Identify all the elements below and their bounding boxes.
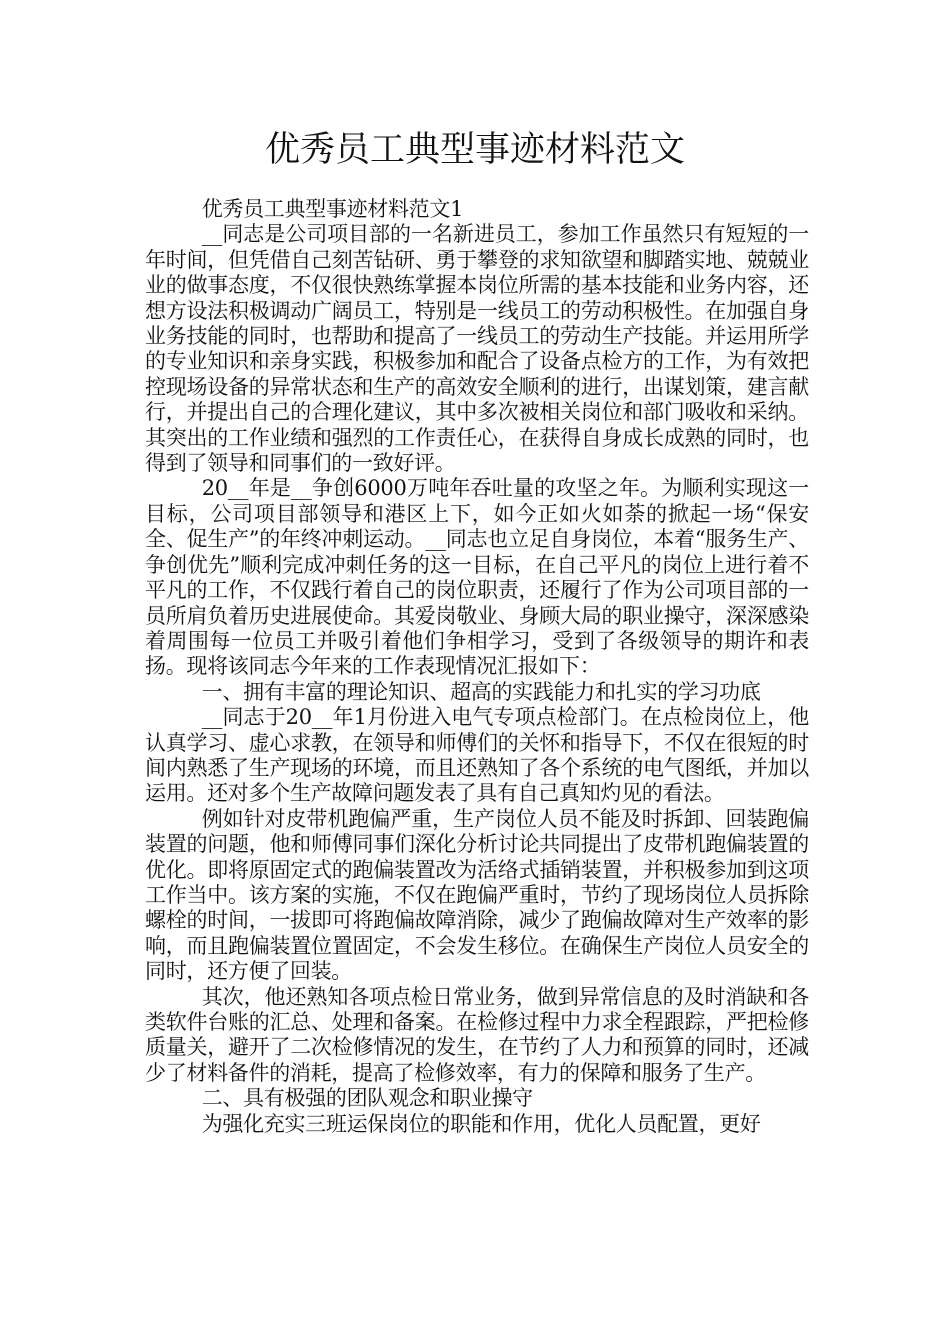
document-title: 优秀员工典型事迹材料范文 bbox=[264, 130, 685, 170]
paragraph-subtitle: 优秀员工典型事迹材料范文1 bbox=[201, 197, 464, 221]
paragraph: 其次，他还熟知各项点检日常业务，做到异常信息的及时消缺和各类软件台账的汇总、处理和备案。在检修过程中力求全程跟踪，严把检修质量关，避开了二次检修情况的发生，在节约了人力和预算的同时，还减少了材料备件的消耗，提高了检修效率，有力的保障和服务了生产。 bbox=[145, 984, 809, 1085]
paragraph: 例如针对皮带机跑偏严重，生产岗位人员不能及时拆卸、回装跑偏装置的问题，他和师傅同事们深化分析讨论共同提出了皮带机跑偏装置的优化。即将原固定式的跑偏装置改为活络式插销装置，并积极参加到这项工作当中。该方案的实施，不仅在跑偏严重时，节约了现场岗位人员拆除螺栓的时间，一拔即可将跑偏故障消除，减少了跑偏故障对生产效率的影响，而且跑偏装置位置固定，不会发生移位。在确保生产岗位人员安全的同时，还方便了回装。 bbox=[145, 806, 809, 984]
paragraph: __同志是公司项目部的一名新进员工，参加工作虽然只有短短的一年时间，但凭借自己刻苦钻研、勇于攀登的求知欲望和脚踏实地、兢兢业业的做事态度，不仅很快熟练掌握本岗位所需的基本技能和业务内容，还想方设法积极调动广阔员工，特别是一线员工的劳动积极性。在加强自身业务技能的同时，也帮助和提高了一线员工的劳动生产技能。并运用所学的专业知识和亲身实践，积极参加和配合了设备点检方的工作，为有效把控现场设备的异常状态和生产的高效安全顺利的进行，出谋划策，建言献行，并提出自己的合理化建议，其中多次被相关岗位和部门吸收和采纳。其突出的工作业绩和强烈的工作责任心，在获得自身成长成熟的同时，也得到了领导和同事们的一致好评。 bbox=[145, 222, 809, 476]
paragraph: __同志于20__年1月份进入电气专项点检部门。在点检岗位上，他认真学习、虚心求教，在领导和师傅们的关怀和指导下，不仅在很短的时间内熟悉了生产现场的环境，而且还熟知了各个系统的电气图纸，并加以运用。还对多个生产故障问题发表了具有自己真知灼见的看法。 bbox=[145, 705, 809, 806]
paragraph: 为强化充实三班运保岗位的职能和作用，优化人员配置，更好 bbox=[201, 1111, 761, 1136]
section-heading: 二、具有极强的团队观念和职业操守 bbox=[201, 1086, 533, 1111]
paragraph: 20__年是__争创6000万吨年吞吐量的攻坚之年。为顺利实现这一目标，公司项目部领导和港区上下，如今正如火如荼的掀起一场“保安全、促生产”的年终冲刺运动。__同志也立足自身岗位，本着“服务生产、争创优先”顺利完成冲刺任务的这一目标，在自己平凡的岗位上进行着不平凡的工作，不仅践行着自己的岗位职责，还履行了作为公司项目部的一员所肩负着历史进展使命。其爱岗敬业、身顾大局的职业操守，深深感染着周围每一位员工并吸引着他们争相学习，受到了各级领导的期许和表扬。现将该同志今年来的工作表现情况汇报如下： bbox=[145, 476, 809, 679]
section-heading: 一、拥有丰富的理论知识、超高的实践能力和扎实的学习功底 bbox=[201, 679, 761, 704]
document-body bbox=[145, 197, 809, 1137]
